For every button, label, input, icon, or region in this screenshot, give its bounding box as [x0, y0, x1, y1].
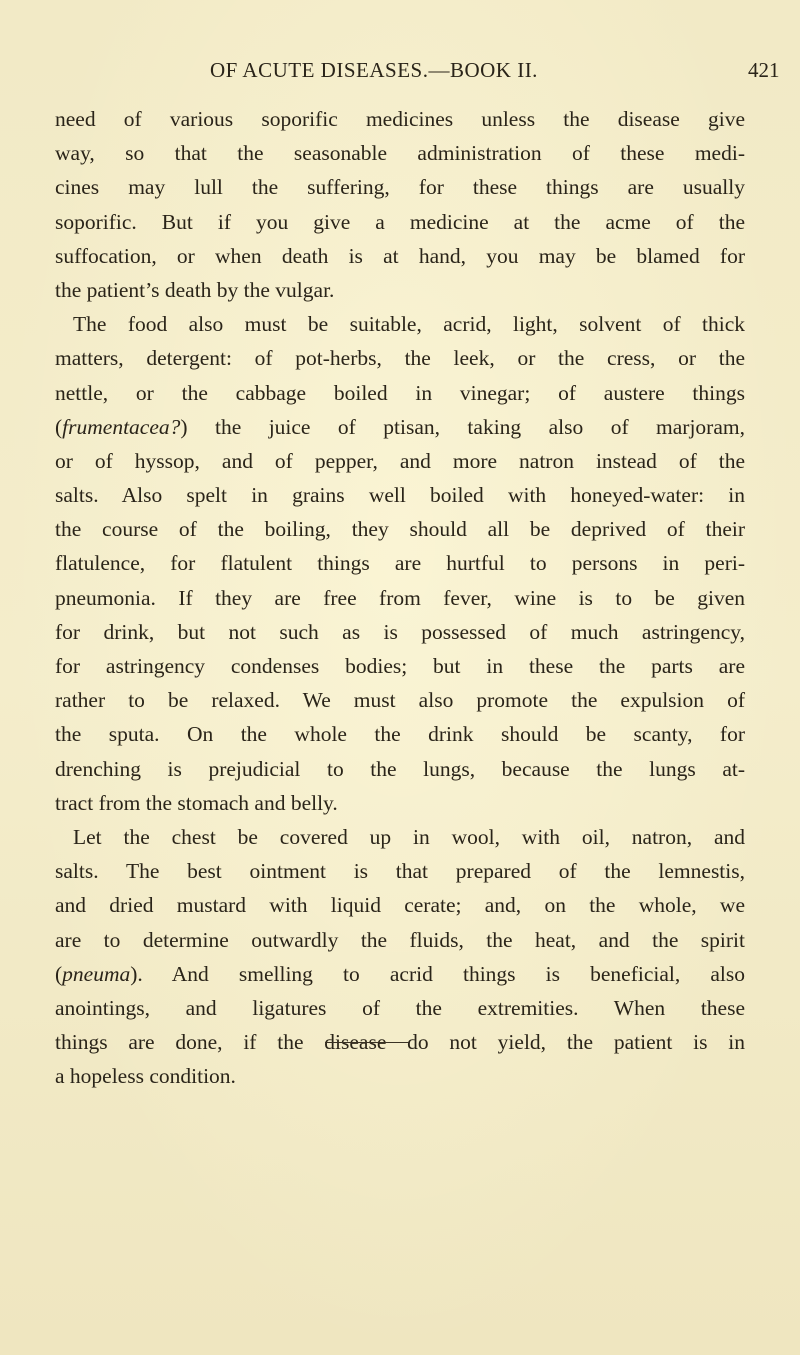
text-line: the patient’s death by the vulgar. — [55, 277, 335, 302]
paragraph-first-line: Let the chest be covered up in wool, with oil, natron, and — [73, 824, 745, 849]
end-rule — [325, 1042, 409, 1043]
text-line: need of various soporific medicines unless the disease give — [55, 107, 745, 131]
page-number: 421 — [748, 58, 780, 82]
text-line: or of hyssop, and of pepper, and more natron instead of the — [55, 448, 745, 473]
text-line: tract from the stomach and belly. — [55, 790, 338, 815]
text-line: matters, detergent: of pot-herbs, the leek, or the cress, or the — [55, 346, 745, 371]
text-line: salts. Also spelt in grains well boiled with honeyed-water: in — [55, 483, 745, 508]
text-line: way, so that the seasonable administration of these medi- — [55, 141, 745, 166]
text-line: the course of the boiling, they should all be deprived of their — [55, 517, 745, 542]
text-line-italic: (pneuma). And smelling to acrid things is beneficial, also — [55, 961, 745, 986]
text-line: and dried mustard with liquid cerate; and, on the whole, we — [55, 893, 745, 918]
text-line: cines may lull the suffering, for these things are usually — [55, 175, 745, 200]
text-line: anointings, and ligatures of the extremities. When these — [55, 995, 745, 1020]
italic-term: pneuma — [62, 961, 131, 986]
text-line: salts. The best ointment is that prepared of the lemnestis, — [55, 859, 745, 884]
text-line: things are done, if the disease do not yield, the patient is in — [55, 1030, 745, 1055]
text-line: are to determine outwardly the fluids, the heat, and the spirit — [55, 927, 745, 952]
text-line: the sputa. On the whole the drink should be scanty, for — [55, 722, 745, 747]
text-line: rather to be relaxed. We must also promote the expulsion of — [55, 688, 745, 713]
running-head — [210, 58, 800, 88]
running-head-title: OF ACUTE DISEASES.—BOOK II. — [210, 58, 538, 82]
text-line: for astringency condenses bodies; but in these the parts are — [55, 654, 745, 678]
italic-term: frumentacea? — [62, 414, 181, 439]
text-line: nettle, or the cabbage boiled in vinegar; of austere things — [55, 380, 745, 405]
text-line: for drink, but not such as is possessed of much astringency, — [55, 619, 745, 644]
text-line: drenching is prejudicial to the lungs, because the lungs at- — [55, 756, 745, 781]
text-line: flatulence, for flatulent things are hurtful to persons in peri- — [55, 551, 745, 576]
text-line: pneumonia. If they are free from fever, wine is to be given — [55, 585, 745, 610]
body-text — [55, 102, 745, 1093]
text-line: a hopeless condition. — [55, 1064, 236, 1089]
text-line: suffocation, or when death is at hand, you may be blamed for — [55, 243, 745, 268]
text-line: soporific. But if you give a medicine at the acme of the — [55, 209, 745, 234]
paragraph-first-line: The food also must be suitable, acrid, light, solvent of thick — [73, 312, 745, 337]
text-line-italic: (frumentacea?) the juice of ptisan, taking also of marjoram, — [55, 414, 745, 439]
